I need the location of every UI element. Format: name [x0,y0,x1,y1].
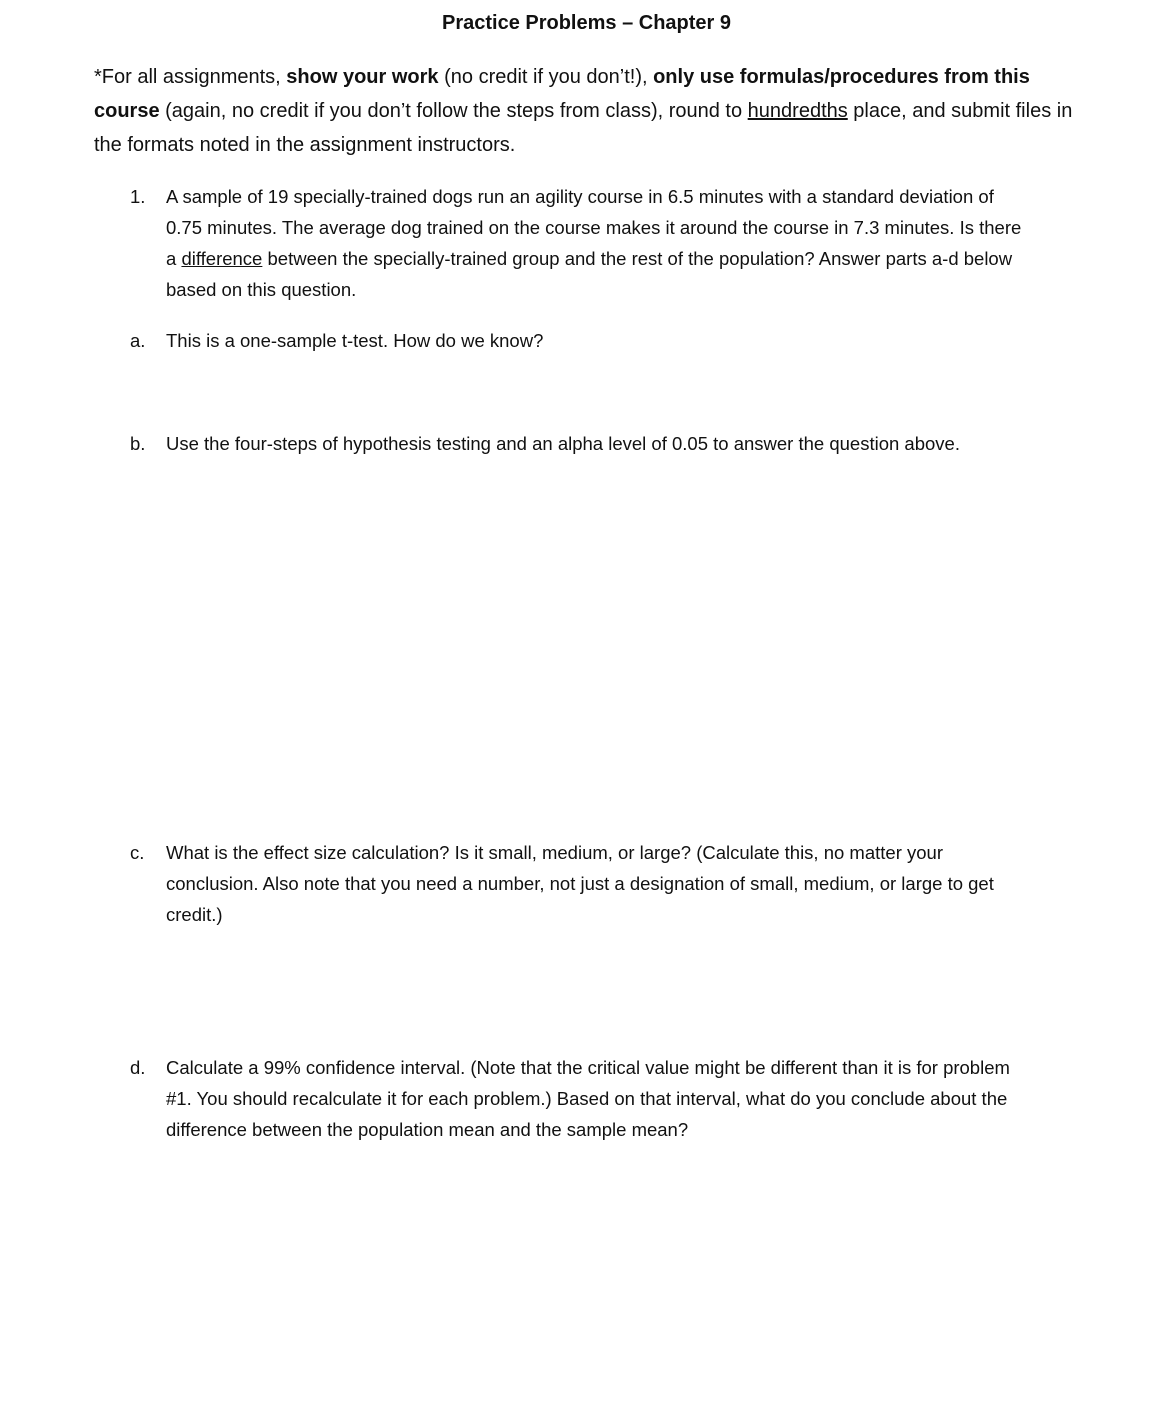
question-1-text-part2: between the specially-trained group and the rest of the population? Answer parts a-d below based on this question. [166,248,1013,300]
intro-bold-show-work: show your work [286,66,439,88]
intro-text-2: (no credit if you don’t!), [438,66,654,88]
part-d-letter: d. [130,1057,146,1078]
question-1-number: 1. [130,186,146,207]
intro-text-1: *For all assignments, [94,66,287,88]
intro-text-4: place, and submit files in the formats noted in the assignment instructors. [94,100,1073,156]
question-1-text [166,181,1030,305]
question-part-d [130,1052,1030,1145]
question-part-c [130,837,1030,930]
intro-bold-formulas: only use formulas/procedures from this course [94,66,1030,122]
instructions-paragraph [94,60,1074,162]
intro-underline-hundredths: hundredths [747,100,848,122]
page-title: Practice Problems – Chapter 9 [441,12,731,34]
part-b-text: Use the four-steps of hypothesis testing and an alpha level of 0.05 to answer the question above. [166,433,960,454]
question-part-a [130,325,1030,356]
question-1-text-part1: A sample of 19 specially-trained dogs run an agility course in 6.5 minutes with a standard deviation of 0.75 minutes. The average dog trained on the course makes it around the course in 7.3 minutes. Is there a [166,186,1022,269]
part-c-letter: c. [130,842,145,863]
question-1 [130,181,1030,305]
question-1-underlined-difference: difference [181,248,263,269]
part-c-text: What is the effect size calculation? Is it small, medium, or large? (Calculate this, no matter your conclusion. Also note that you need a number, not just a designation of small, medium, or large to get credit.) [166,842,994,925]
part-b-letter: b. [130,433,146,454]
part-d-text: Calculate a 99% confidence interval. (Note that the critical value might be different than it is for problem #1. You should recalculate it for each problem.) Based on that interval, what do you conclude about the difference between the population mean and the sample mean? [166,1057,1010,1140]
part-a-letter: a. [130,330,146,351]
intro-text-3: (again, no credit if you don’t follow the steps from class), round to [159,100,748,122]
question-part-b [130,428,1040,459]
part-a-text: This is a one-sample t-test. How do we know? [166,330,544,351]
